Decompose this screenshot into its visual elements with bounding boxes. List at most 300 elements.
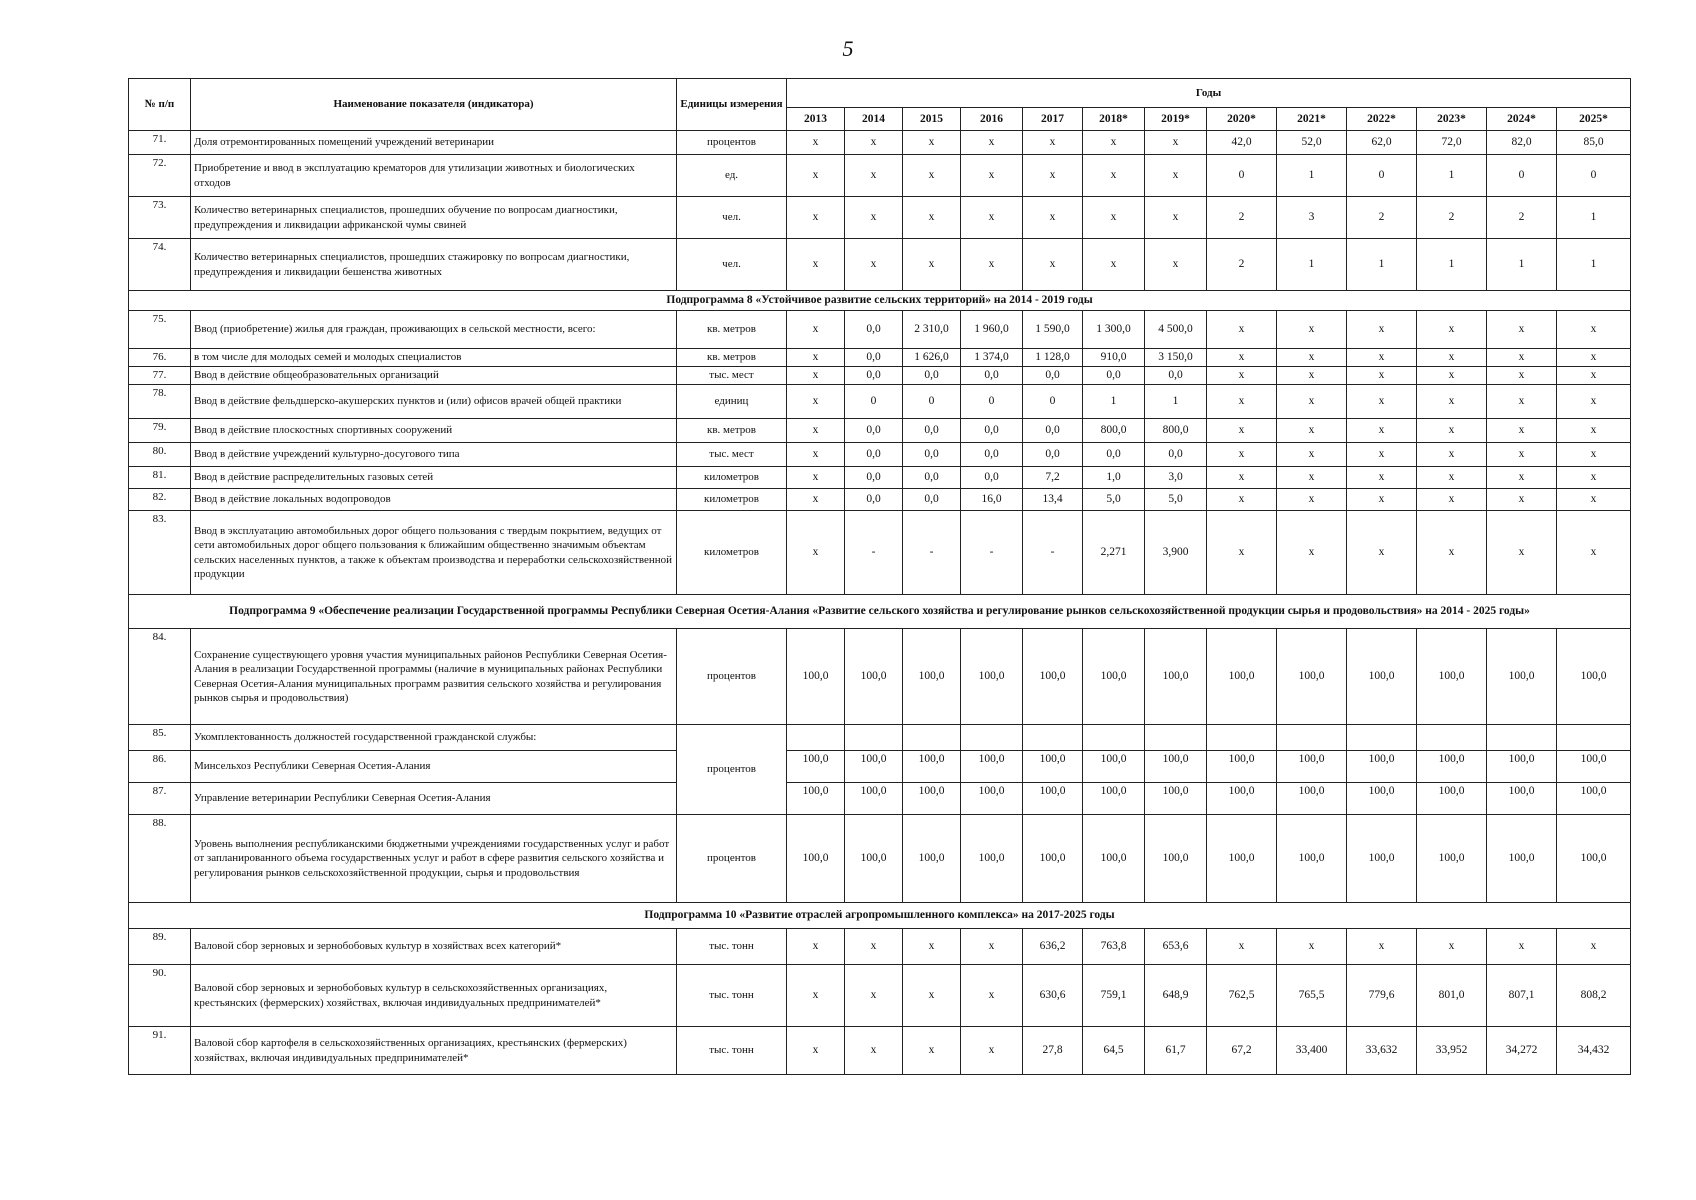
value-cell: 100,0	[845, 783, 903, 815]
value-cell: 0,0	[1023, 367, 1083, 385]
value-cell: 100,0	[1145, 751, 1207, 783]
value-cell: 0	[1487, 155, 1557, 197]
value-cell: 0,0	[845, 489, 903, 511]
value-cell: х	[787, 443, 845, 467]
value-cell: 0,0	[845, 443, 903, 467]
value-cell: 82,0	[1487, 131, 1557, 155]
value-cell: х	[1487, 419, 1557, 443]
row-number: 81.	[129, 467, 191, 489]
value-cell: х	[903, 1027, 961, 1075]
value-cell: 762,5	[1207, 965, 1277, 1027]
value-cell: 100,0	[1277, 751, 1347, 783]
indicator-name: Уровень выполнения республиканскими бюджетными учреждениями государственных услуг и работ от запланированного объема государственных услуг и работ в сфере развития сельского хозяйства и регулирования рынков сельскохозяйственной продукции, сырья и продовольствия	[191, 815, 677, 903]
value-cell: 0,0	[845, 349, 903, 367]
value-cell: х	[1347, 349, 1417, 367]
value-cell	[903, 725, 961, 751]
value-cell: х	[845, 1027, 903, 1075]
value-cell: х	[1487, 349, 1557, 367]
value-cell: 1	[1347, 239, 1417, 291]
value-cell: х	[1207, 311, 1277, 349]
indicator-unit: тыс. мест	[677, 367, 787, 385]
value-cell: 1,0	[1083, 467, 1145, 489]
value-cell: 100,0	[845, 751, 903, 783]
value-cell: 5,0	[1083, 489, 1145, 511]
table-row	[129, 367, 1631, 385]
value-cell: 100,0	[1347, 629, 1417, 725]
value-cell: 100,0	[903, 815, 961, 903]
value-cell: 0,0	[1083, 443, 1145, 467]
value-cell: 100,0	[1277, 629, 1347, 725]
value-cell: х	[1207, 467, 1277, 489]
value-cell: 100,0	[1145, 815, 1207, 903]
table-row	[129, 751, 1631, 783]
value-cell: -	[845, 511, 903, 595]
value-cell: х	[1207, 929, 1277, 965]
value-cell: х	[1207, 349, 1277, 367]
value-cell: 100,0	[1347, 815, 1417, 903]
value-cell: х	[1417, 349, 1487, 367]
value-cell: 1	[1557, 197, 1631, 239]
indicator-unit: чел.	[677, 197, 787, 239]
header-year: 2021*	[1277, 108, 1347, 131]
value-cell: х	[1277, 367, 1347, 385]
value-cell: х	[1083, 239, 1145, 291]
row-number: 90.	[129, 965, 191, 1027]
value-cell: 0	[845, 385, 903, 419]
row-number: 83.	[129, 511, 191, 595]
value-cell: х	[1487, 443, 1557, 467]
value-cell: х	[1277, 385, 1347, 419]
value-cell: 1 590,0	[1023, 311, 1083, 349]
value-cell: 1 626,0	[903, 349, 961, 367]
value-cell: 100,0	[1347, 783, 1417, 815]
subprogram-row	[129, 903, 1631, 929]
value-cell: х	[787, 929, 845, 965]
value-cell: 1	[1145, 385, 1207, 419]
table-row	[129, 965, 1631, 1027]
table-row	[129, 1027, 1631, 1075]
value-cell: 2 310,0	[903, 311, 961, 349]
indicator-name: Управление ветеринарии Республики Северная Осетия-Алания	[191, 783, 677, 815]
value-cell: 100,0	[1023, 815, 1083, 903]
value-cell: 759,1	[1083, 965, 1145, 1027]
indicator-unit: кв. метров	[677, 349, 787, 367]
value-cell: х	[1417, 467, 1487, 489]
value-cell: 100,0	[1557, 751, 1631, 783]
value-cell	[845, 725, 903, 751]
value-cell: 0,0	[845, 419, 903, 443]
value-cell: 653,6	[1145, 929, 1207, 965]
value-cell: х	[787, 1027, 845, 1075]
value-cell: х	[1557, 467, 1631, 489]
value-cell: х	[1207, 489, 1277, 511]
value-cell: х	[1347, 367, 1417, 385]
value-cell	[1277, 725, 1347, 751]
subprogram-title: Подпрограмма 10 «Развитие отраслей агропромышленного комплекса» на 2017-2025 годы	[129, 903, 1631, 929]
value-cell: х	[1417, 511, 1487, 595]
page-number: 5	[842, 36, 854, 61]
header-years: Годы	[787, 79, 1631, 108]
indicator-unit: единиц	[677, 385, 787, 419]
header-year: 2013	[787, 108, 845, 131]
value-cell: х	[1277, 467, 1347, 489]
value-cell: х	[787, 489, 845, 511]
header-no: № п/п	[129, 79, 191, 131]
header-year: 2014	[845, 108, 903, 131]
value-cell: -	[1023, 511, 1083, 595]
value-cell: 1	[1417, 239, 1487, 291]
value-cell: х	[1487, 367, 1557, 385]
value-cell: 100,0	[1417, 629, 1487, 725]
value-cell: 3 150,0	[1145, 349, 1207, 367]
value-cell: 0	[961, 385, 1023, 419]
value-cell: 0,0	[961, 419, 1023, 443]
value-cell: 61,7	[1145, 1027, 1207, 1075]
indicator-unit: километров	[677, 467, 787, 489]
value-cell: х	[1207, 443, 1277, 467]
indicator-unit: тыс. тонн	[677, 965, 787, 1027]
value-cell: х	[1023, 155, 1083, 197]
value-cell: 13,4	[1023, 489, 1083, 511]
value-cell: 0,0	[903, 419, 961, 443]
value-cell: 42,0	[1207, 131, 1277, 155]
value-cell: х	[1145, 197, 1207, 239]
value-cell: х	[787, 367, 845, 385]
value-cell: 100,0	[1083, 629, 1145, 725]
value-cell: х	[1207, 419, 1277, 443]
value-cell: 100,0	[1207, 629, 1277, 725]
value-cell: х	[1487, 511, 1557, 595]
value-cell: х	[903, 929, 961, 965]
value-cell: х	[1557, 511, 1631, 595]
value-cell: 808,2	[1557, 965, 1631, 1027]
value-cell: 100,0	[1083, 751, 1145, 783]
value-cell: х	[1277, 419, 1347, 443]
value-cell: 100,0	[903, 629, 961, 725]
indicator-name: Валовой сбор зерновых и зернобобовых культур в хозяйствах всех категорий*	[191, 929, 677, 965]
value-cell: х	[787, 965, 845, 1027]
value-cell: х	[1347, 385, 1417, 419]
table-row	[129, 489, 1631, 511]
value-cell: 100,0	[1023, 629, 1083, 725]
value-cell: х	[1277, 489, 1347, 511]
value-cell	[1083, 725, 1145, 751]
value-cell: х	[903, 131, 961, 155]
indicator-name: Ввод в действие распределительных газовых сетей	[191, 467, 677, 489]
value-cell: 100,0	[1083, 815, 1145, 903]
value-cell: 1	[1487, 239, 1557, 291]
value-cell: 0,0	[845, 367, 903, 385]
value-cell: 3,900	[1145, 511, 1207, 595]
value-cell: х	[961, 155, 1023, 197]
value-cell: х	[1487, 489, 1557, 511]
indicator-unit: чел.	[677, 239, 787, 291]
value-cell	[1417, 725, 1487, 751]
value-cell: 33,400	[1277, 1027, 1347, 1075]
value-cell: х	[1487, 311, 1557, 349]
row-number: 77.	[129, 367, 191, 385]
value-cell: 33,952	[1417, 1027, 1487, 1075]
header-year: 2024*	[1487, 108, 1557, 131]
table-row	[129, 239, 1631, 291]
value-cell: 0,0	[1023, 419, 1083, 443]
value-cell	[1023, 725, 1083, 751]
row-number: 73.	[129, 197, 191, 239]
row-number: 79.	[129, 419, 191, 443]
value-cell: х	[787, 155, 845, 197]
value-cell: х	[787, 511, 845, 595]
value-cell: 0,0	[845, 311, 903, 349]
value-cell: 100,0	[1487, 751, 1557, 783]
value-cell: 807,1	[1487, 965, 1557, 1027]
indicator-unit: километров	[677, 489, 787, 511]
indicator-name: Укомплектованность должностей государственной гражданской службы:	[191, 725, 677, 751]
value-cell: 100,0	[1207, 751, 1277, 783]
value-cell: х	[1023, 131, 1083, 155]
value-cell: 100,0	[1145, 629, 1207, 725]
table-row	[129, 419, 1631, 443]
value-cell: х	[1347, 443, 1417, 467]
value-cell: 0	[903, 385, 961, 419]
value-cell: х	[1277, 349, 1347, 367]
indicator-unit: тыс. мест	[677, 443, 787, 467]
value-cell	[1145, 725, 1207, 751]
value-cell: 100,0	[1417, 751, 1487, 783]
value-cell: х	[1347, 511, 1417, 595]
value-cell: х	[903, 197, 961, 239]
value-cell: х	[1557, 929, 1631, 965]
value-cell: 33,632	[1347, 1027, 1417, 1075]
value-cell: х	[845, 197, 903, 239]
value-cell: х	[903, 155, 961, 197]
value-cell: 1	[1083, 385, 1145, 419]
value-cell: 100,0	[1277, 815, 1347, 903]
header-year: 2023*	[1417, 108, 1487, 131]
value-cell: х	[1417, 385, 1487, 419]
indicator-unit: ед.	[677, 155, 787, 197]
value-cell: 85,0	[1557, 131, 1631, 155]
value-cell: х	[1145, 155, 1207, 197]
value-cell: 100,0	[903, 783, 961, 815]
value-cell: 0,0	[961, 467, 1023, 489]
value-cell: х	[1557, 443, 1631, 467]
header-year: 2020*	[1207, 108, 1277, 131]
table-row	[129, 349, 1631, 367]
value-cell: 636,2	[1023, 929, 1083, 965]
value-cell: 800,0	[1145, 419, 1207, 443]
value-cell: 2	[1487, 197, 1557, 239]
value-cell: 100,0	[787, 783, 845, 815]
value-cell: х	[845, 155, 903, 197]
value-cell: 3,0	[1145, 467, 1207, 489]
value-cell: х	[1557, 385, 1631, 419]
value-cell: 0,0	[903, 489, 961, 511]
value-cell: х	[1277, 511, 1347, 595]
value-cell: 1 300,0	[1083, 311, 1145, 349]
value-cell: 763,8	[1083, 929, 1145, 965]
value-cell	[961, 725, 1023, 751]
header-year: 2019*	[1145, 108, 1207, 131]
value-cell	[1207, 725, 1277, 751]
value-cell: 100,0	[787, 751, 845, 783]
value-cell: х	[1557, 311, 1631, 349]
value-cell: 100,0	[845, 815, 903, 903]
value-cell: 7,2	[1023, 467, 1083, 489]
value-cell: 100,0	[961, 629, 1023, 725]
value-cell: 100,0	[845, 629, 903, 725]
value-cell: х	[903, 965, 961, 1027]
subprogram-row	[129, 291, 1631, 311]
value-cell: х	[1417, 929, 1487, 965]
indicator-unit: километров	[677, 511, 787, 595]
row-number: 71.	[129, 131, 191, 155]
value-cell: 910,0	[1083, 349, 1145, 367]
value-cell: 0	[1207, 155, 1277, 197]
value-cell: 648,9	[1145, 965, 1207, 1027]
row-number: 85.	[129, 725, 191, 751]
indicator-name: Ввод в действие плоскостных спортивных сооружений	[191, 419, 677, 443]
value-cell: х	[961, 929, 1023, 965]
table-row	[129, 311, 1631, 349]
value-cell: -	[903, 511, 961, 595]
value-cell: х	[1083, 197, 1145, 239]
value-cell: 2,271	[1083, 511, 1145, 595]
value-cell: 100,0	[1023, 751, 1083, 783]
value-cell: х	[787, 239, 845, 291]
table-row	[129, 629, 1631, 725]
value-cell: х	[1557, 349, 1631, 367]
row-number: 82.	[129, 489, 191, 511]
value-cell: х	[961, 239, 1023, 291]
value-cell: 0,0	[845, 467, 903, 489]
value-cell: 100,0	[961, 751, 1023, 783]
value-cell: х	[1557, 489, 1631, 511]
value-cell: 3	[1277, 197, 1347, 239]
indicator-name: Приобретение и ввод в эксплуатацию крематоров для утилизации животных и биологических отходов	[191, 155, 677, 197]
value-cell: х	[787, 385, 845, 419]
value-cell: 1	[1277, 155, 1347, 197]
value-cell: 100,0	[787, 629, 845, 725]
value-cell: 34,272	[1487, 1027, 1557, 1075]
value-cell: х	[1277, 443, 1347, 467]
value-cell: х	[1487, 929, 1557, 965]
value-cell: 100,0	[1487, 783, 1557, 815]
indicator-name: Ввод в действие общеобразовательных организаций	[191, 367, 677, 385]
value-cell: х	[961, 965, 1023, 1027]
value-cell: 52,0	[1277, 131, 1347, 155]
value-cell: 34,432	[1557, 1027, 1631, 1075]
table-row	[129, 511, 1631, 595]
value-cell: х	[1487, 385, 1557, 419]
header-year: 2025*	[1557, 108, 1631, 131]
value-cell: х	[845, 965, 903, 1027]
value-cell: х	[1557, 367, 1631, 385]
value-cell: х	[1347, 929, 1417, 965]
row-number: 84.	[129, 629, 191, 725]
indicator-unit: тыс. тонн	[677, 929, 787, 965]
value-cell: х	[845, 929, 903, 965]
indicator-unit: процентов	[677, 629, 787, 725]
subprogram-title: Подпрограмма 8 «Устойчивое развитие сельских территорий» на 2014 - 2019 годы	[129, 291, 1631, 311]
value-cell: х	[787, 349, 845, 367]
value-cell: 0,0	[1145, 443, 1207, 467]
value-cell: х	[1277, 311, 1347, 349]
value-cell: 100,0	[961, 815, 1023, 903]
value-cell: х	[787, 467, 845, 489]
indicator-name: Количество ветеринарных специалистов, прошедших обучение по вопросам диагностики, предупреждения и ликвидации африканской чумы свиней	[191, 197, 677, 239]
table-row	[129, 131, 1631, 155]
value-cell: х	[787, 311, 845, 349]
value-cell: 0,0	[1083, 367, 1145, 385]
value-cell: х	[1207, 385, 1277, 419]
value-cell: 779,6	[1347, 965, 1417, 1027]
value-cell: х	[1417, 489, 1487, 511]
value-cell: 0,0	[903, 367, 961, 385]
value-cell: х	[1557, 419, 1631, 443]
value-cell: 100,0	[1417, 815, 1487, 903]
value-cell: 2	[1207, 197, 1277, 239]
value-cell: 62,0	[1347, 131, 1417, 155]
table-row	[129, 467, 1631, 489]
row-number: 74.	[129, 239, 191, 291]
table-row	[129, 725, 1631, 751]
indicator-name: Ввод в действие учреждений культурно-досугового типа	[191, 443, 677, 467]
value-cell: 100,0	[1557, 629, 1631, 725]
indicator-unit: процентов	[677, 131, 787, 155]
value-cell	[1557, 725, 1631, 751]
row-number: 76.	[129, 349, 191, 367]
value-cell: 100,0	[1347, 751, 1417, 783]
indicator-name: Доля отремонтированных помещений учреждений ветеринарии	[191, 131, 677, 155]
header-year: 2015	[903, 108, 961, 131]
value-cell: 1	[1557, 239, 1631, 291]
value-cell: 1 128,0	[1023, 349, 1083, 367]
indicator-unit: процентов	[677, 725, 787, 815]
value-cell: х	[1347, 419, 1417, 443]
value-cell: 1 374,0	[961, 349, 1023, 367]
value-cell: х	[1417, 419, 1487, 443]
subprogram-title: Подпрограмма 9 «Обеспечение реализации Государственной программы Республики Северная Осетия-Алания «Развитие сельского хозяйства и регулирование рынков сельскохозяйственной продукции сырья и продовольствия» на 2014 - 2025 годы»	[129, 595, 1631, 629]
value-cell: х	[787, 131, 845, 155]
value-cell: х	[1145, 131, 1207, 155]
value-cell: 765,5	[1277, 965, 1347, 1027]
value-cell: х	[1417, 367, 1487, 385]
value-cell: х	[1347, 311, 1417, 349]
value-cell: 100,0	[1557, 815, 1631, 903]
value-cell: х	[845, 131, 903, 155]
value-cell: 0	[1347, 155, 1417, 197]
indicators-table	[128, 78, 1631, 1075]
header-year: 2022*	[1347, 108, 1417, 131]
value-cell: 0,0	[903, 443, 961, 467]
value-cell: х	[1023, 239, 1083, 291]
value-cell: 100,0	[1487, 815, 1557, 903]
value-cell: 0,0	[961, 367, 1023, 385]
indicator-unit: тыс. тонн	[677, 1027, 787, 1075]
value-cell: 100,0	[787, 815, 845, 903]
value-cell: 1 960,0	[961, 311, 1023, 349]
value-cell: 100,0	[1207, 815, 1277, 903]
indicator-unit: процентов	[677, 815, 787, 903]
value-cell: х	[961, 1027, 1023, 1075]
header-year: 2018*	[1083, 108, 1145, 131]
table-row	[129, 443, 1631, 467]
row-number: 91.	[129, 1027, 191, 1075]
value-cell: х	[1145, 239, 1207, 291]
row-number: 86.	[129, 751, 191, 783]
row-number: 89.	[129, 929, 191, 965]
value-cell	[787, 725, 845, 751]
